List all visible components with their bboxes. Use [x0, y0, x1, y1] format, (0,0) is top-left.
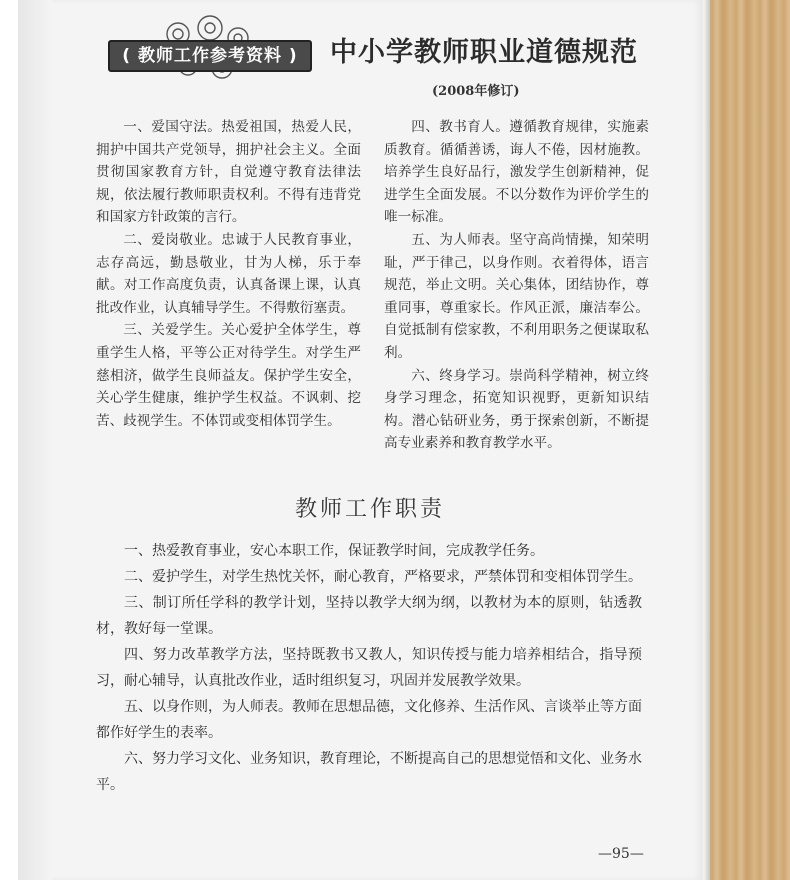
ethics-article: 一、爱国守法。热爱祖国，热爱人民，拥护中国共产党领导，拥护社会主义。全面贯彻国家教育方针，自觉遵守教育法律法规，依法履行教师职责权利。不得有违背党和国家方针政策的言行。 — [96, 119, 361, 226]
ethics-article: 二、爱岗敬业。忠诚于人民教育事业，志存高远，勤恳敬业，甘为人梯，乐于奉献。对工作高度负责，认真备课上课，认真批改作业，认真辅导学生。不得敷衍塞责。 — [96, 231, 361, 316]
wooden-table-background — [706, 0, 790, 880]
duty-item: 六、努力学习文化、业务知识，教育理论，不断提高自己的思想觉悟和文化、业务水平。 — [96, 751, 642, 793]
ethics-right-column — [384, 116, 649, 455]
ethics-article: 四、教书育人。遵循教育规律，实施素质教育。循循善诱，诲人不倦，因材施教。培养学生良好品行，激发学生创新精神，促进学生全面发展。不以分数作为评价学生的唯一标准。 — [384, 119, 649, 226]
ethics-article: 五、为人师表。坚守高尚情操，知荣明耻，严于律己，以身作则。衣着得体，语言规范，举止文明。关心集体，团结协作，尊重同事，尊重家长。作风正派，廉洁奉公。自觉抵制有偿家教，不利用职务之便谋取私利。 — [384, 231, 649, 361]
duty-item: 一、热爱教育事业，安心本职工作，保证教学时间，完成教学任务。 — [124, 543, 544, 559]
ethics-article: 六、终身学习。崇尚科学精神，树立终身学习理念，拓宽知识视野，更新知识结构。潜心钻研业务，勇于探索创新，不断提高专业素养和教育教学水平。 — [384, 367, 649, 452]
duty-item: 四、努力改革教学方法，坚持既教书又教人，知识传授与能力培养相结合，指导预习，耐心辅导，认真批改作业，适时组织复习，巩固并发展教学效果。 — [96, 647, 642, 689]
section-tag-label: ( 教师工作参考资料 ) — [108, 40, 312, 72]
ethics-article: 三、关爱学生。关心爱护全体学生，尊重学生人格，平等公正对待学生。对学生严慈相济，做学生良师益友。保护学生安全，关心学生健康，维护学生权益。不讽刺、挖苦、歧视学生。不体罚或变相体罚学生。 — [96, 322, 361, 429]
duties-list — [96, 538, 642, 798]
page-gutter-shadow — [18, 0, 52, 880]
article-title: 中小学教师职业道德规范 — [330, 37, 638, 68]
duty-item: 五、以身作则，为人师表。教师在思想品德，文化修养、生活作风、言谈举止等方面都作好学生的表率。 — [96, 699, 642, 741]
duty-item: 二、爱护学生，对学生热忱关怀，耐心教育，严格要求，严禁体罚和变相体罚学生。 — [124, 569, 642, 585]
ethics-left-column — [96, 116, 361, 432]
revision-note: (2008年修订) — [432, 84, 520, 99]
duties-heading: 教师工作职责 — [294, 497, 445, 522]
page-number: —95— — [598, 846, 644, 862]
duty-item: 三、制订所任学科的教学计划，坚持以教学大纲为纲，以教材为本的原则，钻透教材，教好每一堂课。 — [96, 595, 642, 637]
